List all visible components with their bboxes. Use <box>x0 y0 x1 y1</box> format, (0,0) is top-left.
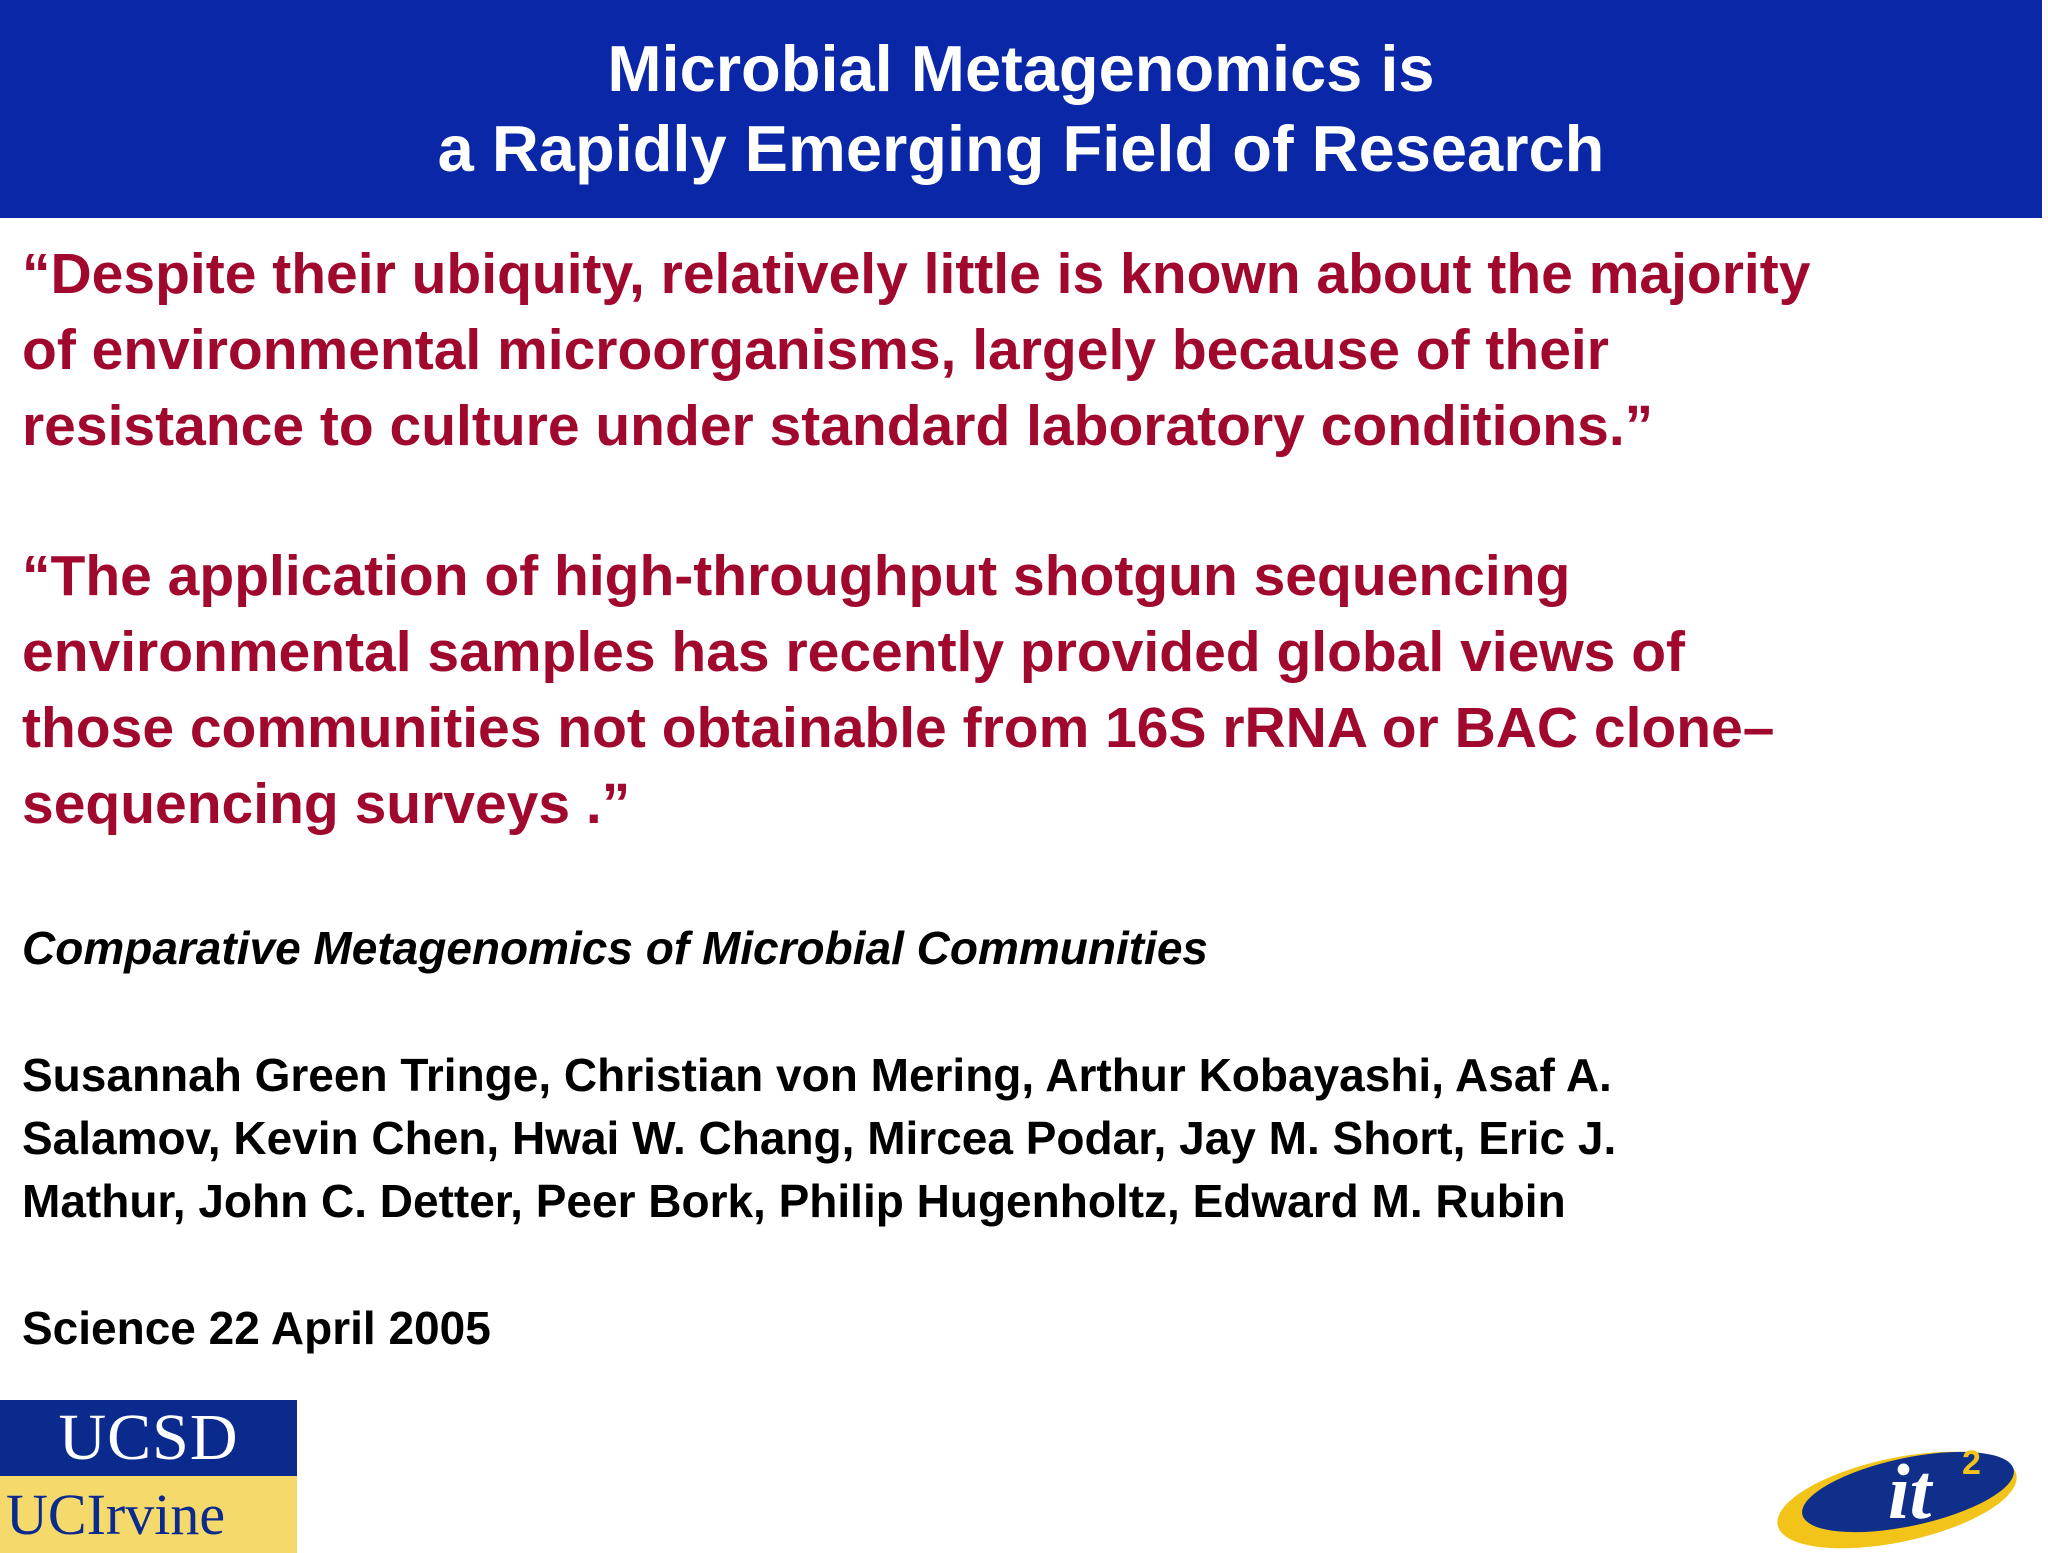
quote-1-line-3: resistance to culture under standard laboratory conditions.” <box>22 394 1654 458</box>
title-bar <box>0 0 2042 218</box>
citation-journal: Science 22 April 2005 <box>22 1302 491 1354</box>
quote-2-line-4: sequencing surveys .” <box>22 772 631 836</box>
authors-line-3: Mathur, John C. Detter, Peer Bork, Philip Hugenholtz, Edward M. Rubin <box>22 1175 1566 1227</box>
citation-authors <box>22 1044 1616 1233</box>
slide-title-line-2: a Rapidly Emerging Field of Research <box>437 112 1605 185</box>
quote-2 <box>22 538 2032 842</box>
ucsd-ucirvine-logo <box>0 1400 297 1553</box>
quote-2-line-3: those communities not obtainable from 16S rRNA or BAC clone– <box>22 696 1775 760</box>
svg-text:2: 2 <box>1962 1444 1981 1482</box>
quote-2-line-2: environmental samples has recently provided global views of <box>22 620 1686 684</box>
quote-1-line-2: of environmental microorganisms, largely because of their <box>22 318 1609 382</box>
quote-1 <box>22 236 2032 464</box>
ucirvine-logo-text: UCIrvine <box>0 1476 297 1553</box>
citation-title: Comparative Metagenomics of Microbial Communities <box>22 922 1209 974</box>
svg-text:it: it <box>1888 1448 1932 1535</box>
it2-logo <box>1762 1412 2048 1553</box>
quote-1-line-1: “Despite their ubiquity, relatively little is known about the majority <box>22 242 1811 306</box>
ucsd-logo-text: UCSD <box>0 1400 297 1476</box>
quote-2-line-1: “The application of high-throughput shotgun sequencing <box>22 544 1571 608</box>
authors-line-2: Salamov, Kevin Chen, Hwai W. Chang, Mircea Podar, Jay M. Short, Eric J. <box>22 1112 1617 1164</box>
authors-line-1: Susannah Green Tringe, Christian von Mering, Arthur Kobayashi, Asaf A. <box>22 1049 1612 1101</box>
slide-title-line-1: Microbial Metagenomics is <box>607 32 1435 105</box>
